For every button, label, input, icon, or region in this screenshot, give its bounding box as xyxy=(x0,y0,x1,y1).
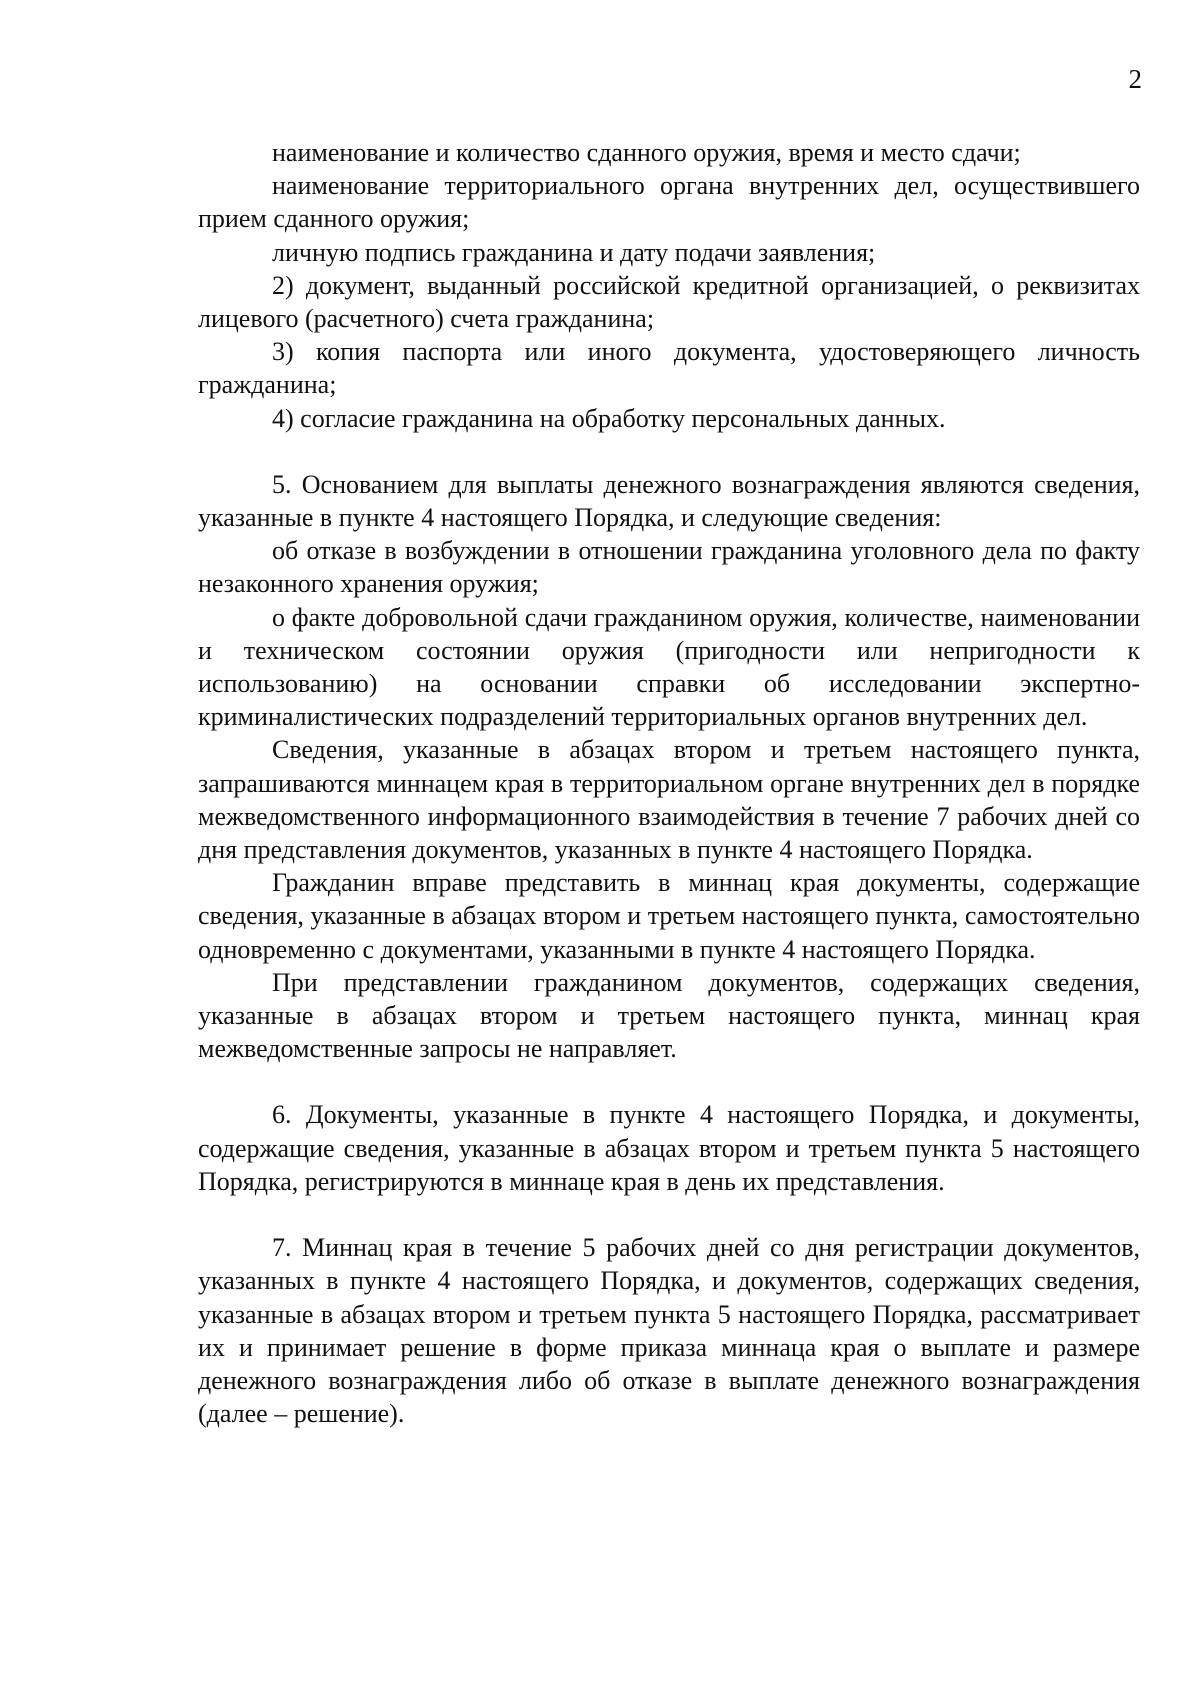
paragraph-clause-5-refusal: об отказе в возбуждении в отношении гражданина уголовного дела по факту незаконного хранения оружия; xyxy=(198,536,1140,599)
paragraph-clause-5-voluntary: о факте добровольной сдачи гражданином оружия, количестве, наименовании и техническом состоянии оружия (пригодности или непригодности к использованию) на основании справки об исследовании экспертно-криминалистических подразделений территориальных органов внутренних дел. xyxy=(198,602,1140,732)
paragraph-clause-5: 5. Основанием для выплаты денежного вознаграждения являются сведения, указанные в пункте 4 настоящего Порядка, и следующие сведения: xyxy=(198,469,1140,533)
paragraph-item-signature: личную подпись гражданина и дату подачи заявления; xyxy=(272,237,876,267)
paragraph-gap xyxy=(198,435,1140,468)
paragraph-clause-5-citizen-right: Гражданин вправе представить в миннац края документы, содержащие сведения, указанные в абзацах втором и третьем настоящего пункта, самостоятельно одновременно с документами, указанными в пункте 4 настоящего Порядка. xyxy=(198,868,1140,964)
paragraph-clause-6: 6. Документы, указанные в пункте 4 настоящего Порядка, и документы, содержащие сведения, указанные в абзацах втором и третьем пункта 5 настоящего Порядка, регистрируются в миннаце края в день их представления. xyxy=(198,1100,1140,1196)
paragraph-item-4-consent: 4) согласие гражданина на обработку персональных данных. xyxy=(272,403,946,433)
paragraph-clause-5-no-requests: При представлении гражданином документов, содержащих сведения, указанные в абзацах втором и третьем настоящего пункта, миннац края межведомственные запросы не направляет. xyxy=(198,967,1140,1064)
paragraph-item-territorial-organ: наименование территориального органа внутренних дел, осуществившего прием сданного оружия; xyxy=(198,171,1140,234)
paragraph-clause-5-requests: Сведения, указанные в абзацах втором и третьем настоящего пункта, запрашиваются миннацем края в территориальном органе внутренних дел в порядке межведомственного информационного взаимодействия в течение 7 рабочих дней со дня представления документов, указанных в пункте 4 настоящего Порядка. xyxy=(198,735,1140,865)
paragraph-gap xyxy=(198,1065,1140,1098)
paragraph-clause-7: 7. Миннац края в течение 5 рабочих дней со дня регистрации документов, указанных в пункте 4 настоящего Порядка, и документов, содержащих сведения, указанные в абзацах втором и третьем пункта 5 настоящего Порядка, рассматривает их и принимает решение в форме приказа миннаца края о выплате и размере денежного вознаграждения либо об отказе в выплате денежного вознаграждения (далее – решение). xyxy=(198,1233,1140,1429)
document-body xyxy=(198,136,1140,1430)
paragraph-item-name-quantity: наименование и количество сданного оружия, время и место сдачи; xyxy=(272,138,1021,167)
paragraph-item-3-passport-copy: 3) копия паспорта или иного документа, удостоверяющего личность гражданина; xyxy=(198,337,1140,400)
paragraph-item-2-bank-document: 2) документ, выданный российской кредитной организацией, о реквизитах лицевого (расчетного) счета гражданина; xyxy=(198,270,1140,334)
paragraph-gap xyxy=(198,1198,1140,1231)
page-number: 2 xyxy=(1128,64,1142,94)
